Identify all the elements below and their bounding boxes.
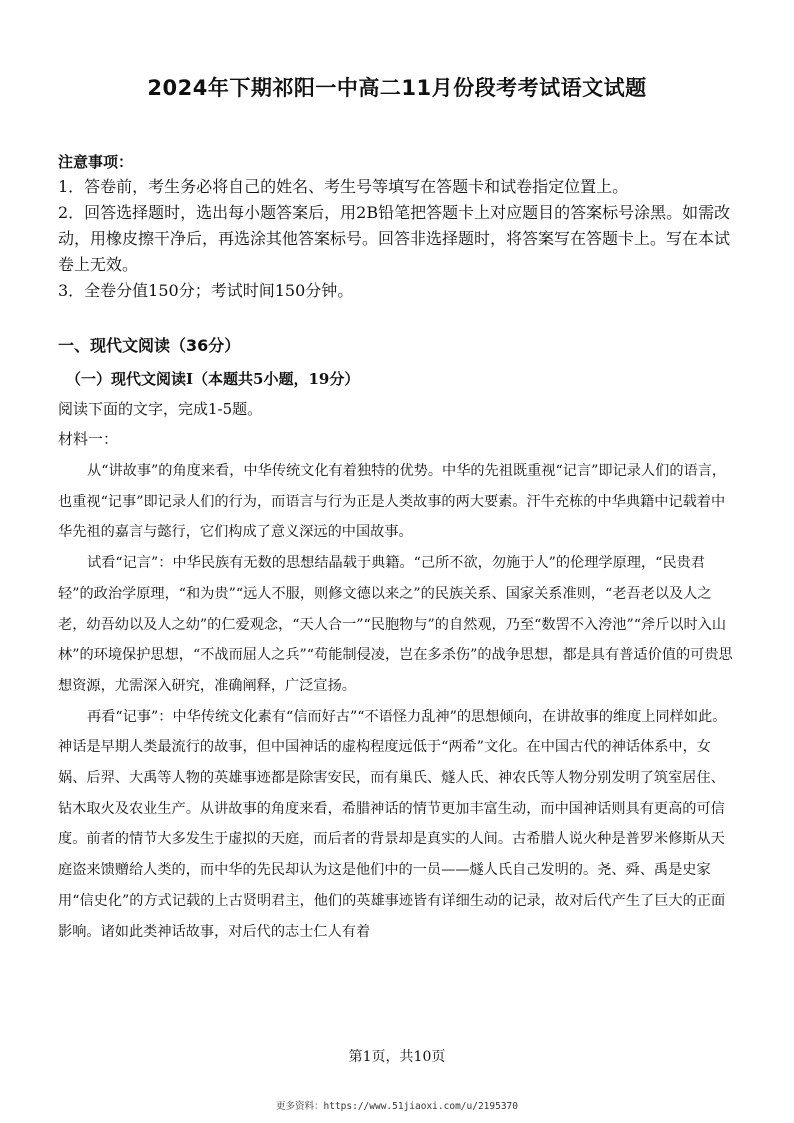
reading-instruction: 阅读下面的文字，完成1-5题。 [58,400,263,418]
notice-block [58,150,738,304]
sub-section-heading: （一）现代文阅读Ⅰ（本题共5小题，19分） [66,370,360,388]
notice-heading: 注意事项： [58,153,134,171]
notice-item-1: 1．答卷前，考生务必将自己的姓名、考生号等填写在答题卡和试卷指定位置上。 [58,177,629,196]
reading-passage [58,456,738,947]
resource-link[interactable]: 更多资料：https://www.51jiaoxi.com/u/2195370 [276,1101,518,1112]
section-heading: 一、现代文阅读（36分） [58,336,241,355]
passage-paragraph-3: 再看“记事”：中华传统文化素有“信而好古”“不语怪力乱神”的思想倾向，在讲故事的维度上同样如此。神话是早期人类最流行的故事，但中国神话的虚构程度远低于“两希”文化。在中国古代的神话体系中，女娲、后羿、大禹等人物的英雄事迹都是除害安民，而有巢氏、燧人氏、神农氏等人物分别发明了筑室居住、钻木取火及农业生产。从讲故事的角度来看，希腊神话的情节更加丰富生动，而中国神话则具有更高的可信度。前者的情节大多发生于虚拟的天庭，而后者的背景却是真实的人间。古希腊人说火种是普罗米修斯从天庭盗来馈赠给人类的，而中华的先民却认为这是他们中的一员——燧人氏自己发明的。尧、舜、禹是史家用“信史化”的方式记载的上古贤明君主，他们的英雄事迹皆有详细生动的记录，故对后代产生了巨大的正面影响。诸如此类神话故事，对后代的志士仁人有着 [58,708,727,940]
notice-item-3: 3．全卷分值150分；考试时间150分钟。 [58,281,354,300]
exam-title: 2024年下期祁阳一中高二11月份段考考试语文试题 [147,76,647,100]
passage-paragraph-1: 从“讲故事”的角度来看，中华传统文化有着独特的优势。中华的先祖既重视“记言”即记录人们的语言，也重视“记事”即记录人们的行为，而语言与行为正是人类故事的两大要素。汗牛充栋的中华典籍中记载着中华先祖的嘉言与懿行，它们构成了意义深远的中国故事。 [58,463,727,541]
notice-item-2: 2．回答选择题时，选出每小题答案后，用2B铅笔把答题卡上对应题目的答案标号涂黑。如需改动，用橡皮擦干净后，再选涂其他答案标号。回答非选择题时，将答案写在答题卡上。写在本试卷上无效。 [58,203,731,274]
material-label: 材料一： [58,430,119,448]
passage-paragraph-2: 试看“记言”：中华民族有无数的思想结晶载于典籍。“己所不欲，勿施于人”的伦理学原理，“民贵君轻”的政治学原理，“和为贵”“远人不服，则修文德以来之”的民族关系、国家关系准则，“老吾老以及人之老，幼吾幼以及人之幼”的仁爱观念，“天人合一”“民胞物与”的自然观，乃至“数罟不入洿池”“斧斤以时入山林”的环境保护思想，“不战而屈人之兵”“苟能制侵凌，岂在多杀伤”的战争思想，都是具有普适价值的可贵思想资源，尤需深入研究，准确阐释，广泛宣扬。 [58,555,733,694]
page-number: 第1页，共10页 [348,1049,446,1065]
